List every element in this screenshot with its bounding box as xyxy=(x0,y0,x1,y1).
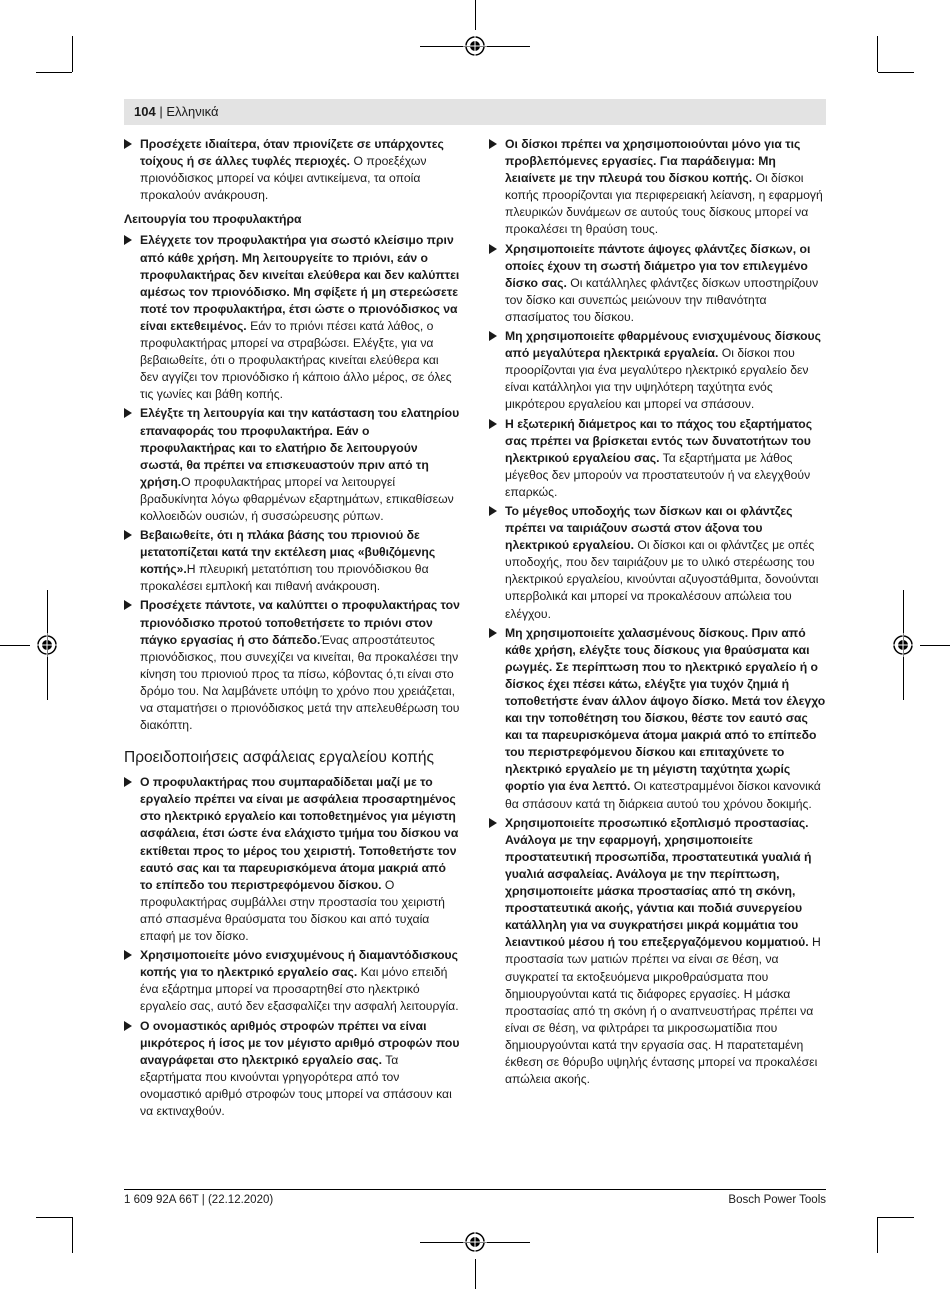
bullet-arrow-icon xyxy=(124,777,132,787)
header-bar xyxy=(124,99,826,125)
bullet-item-emphasis: Μη χρησιμοποιείτε χαλασμένους δίσκους. Πριν από κάθε χρήση, ελέγξτε τους δίσκους για θραύσματα και ρωγμές. Σε περίπτωση που το ηλεκτρικό εργαλείο ή ο δίσκος έχει πέσει κάτω, ελέγξτε για τυχόν ζημιά ή τοποθετήστε έναν άλλον άψογο δίσκο. Μετά τον έλεγχο και την τοποθέτηση του δίσκου, θέστε τον εαυτό σας και τα παρευρισκόμενα άτομα μακριά από το επίπεδο του περιστρεφόμενου δίσκου και επιταχύνετε το ηλεκτρικό εργαλείο με τη μέγιστη ταχύτητα χωρίς φορτίο για ένα λεπτό. xyxy=(505,625,826,794)
crop-mark xyxy=(72,36,73,72)
bullet-item-text: Εάν το πριόνι πέσει κατά λάθος, ο προφυλακτήρας μπορεί να στραβώσει. Ελέγξτε, για να βεβαιωθείτε, ότι ο προφυλακτήρας κινείται ελεύθερα και δεν αγγίζει τον πριονόδισκο ή κάποιο άλλο μέρος, σε όλες τις γωνίες και βάθη κοπής. xyxy=(140,318,452,402)
bullet-item xyxy=(124,597,460,734)
bullet-item xyxy=(124,527,460,595)
bullet-item xyxy=(124,232,460,403)
bullet-arrow-icon xyxy=(124,139,132,149)
header-separator: | xyxy=(155,104,167,119)
bullet-item xyxy=(124,947,460,1015)
bullet-item-emphasis: Χρησιμοποιείτε πάντοτε άψογες φλάντζες δίσκων, οι οποίες έχουν τη σωστή διάμετρο για τον επιλεγμένο δίσκο σας. xyxy=(505,241,811,290)
bullet-item xyxy=(489,815,826,1089)
bullet-arrow-icon xyxy=(489,818,497,828)
right-items xyxy=(489,136,826,1088)
bullet-arrow-icon xyxy=(124,600,132,610)
footer-brand: Bosch Power Tools xyxy=(728,1194,826,1206)
bullet-item-emphasis: Προσέχετε ιδιαίτερα, όταν πριονίζετε σε υπάρχοντες τοίχους ή σε άλλες τυφλές περιοχές. xyxy=(140,137,444,169)
footer-rule xyxy=(124,1189,826,1190)
crop-mark xyxy=(877,1217,878,1253)
registration-mark-icon xyxy=(463,1230,487,1254)
bullet-item xyxy=(124,136,460,204)
crop-mark xyxy=(72,1217,73,1253)
bullet-item xyxy=(124,405,460,525)
bullet-item-emphasis: Ο ονομαστικός αριθμός στροφών πρέπει να είναι μικρότερος ή ίσος με τον μέγιστο αριθμό στροφών που αναγράφεται στο ηλεκτρικό εργαλείο σας. xyxy=(140,1018,460,1067)
bullet-item-text: Ένας απροστάτευτος πριονόδισκος, που συνεχίζει να κινείται, θα προκαλέσει την κίνηση του πριονιού προς τα πίσω, κόβοντας ό,τι είναι στο δρόμο του. Να λαμβάνετε υπόψη το χρόνο που χρειάζεται, να σταματήσει ο πριονόδισκος μετά την απελευθέρωση του διακόπτη. xyxy=(140,632,460,733)
section-heading: Προειδοποιήσεις ασφάλειας εργαλείου κοπής xyxy=(124,749,434,767)
left-items-c xyxy=(124,774,460,1120)
bullet-item-emphasis: Η εξωτερική διάμετρος και το πάχος του εξαρτήματος σας πρέπει να βρίσκεται εντός των δυνατοτήτων του ηλεκτρικού εργαλείου σας. xyxy=(505,416,813,465)
registration-mark-icon xyxy=(891,633,915,657)
page-header xyxy=(134,104,218,120)
bullet-item-emphasis: Χρησιμοποιείτε μόνο ενισχυμένους ή διαμαντόδισκους κοπής για το ηλεκτρικό εργαλείο σας. xyxy=(140,948,458,980)
bullet-arrow-icon xyxy=(489,244,497,254)
crop-mark xyxy=(36,72,72,73)
bullet-item-text: Τα εξαρτήματα που κινούνται γρηγορότερα από τον ονομαστικό αριθμό στροφών τους μπορεί να σπάσουν και να εκτιναχθούν. xyxy=(140,1052,452,1118)
crop-mark xyxy=(920,645,950,646)
bullet-item xyxy=(489,241,826,326)
crop-mark xyxy=(878,72,914,73)
bullet-item-text: Οι κατεστραμμένοι δίσκοι κανονικά θα σπάσουν κατά τη διάρκεια αυτού του χρόνου δοκιμής. xyxy=(505,779,821,811)
bullet-item xyxy=(489,503,826,623)
bullet-item-emphasis: Μη χρησιμοποιείτε φθαρμένους ενισχυμένους δίσκους από μεγαλύτερα ηλεκτρικά εργαλεία. xyxy=(505,329,821,361)
bullet-item-emphasis: Βεβαιωθείτε, ότι η πλάκα βάσης του πριονιού δε μετατοπίζεται κατά την εκτέλεση μιας «βυθιζόμενης κοπής». xyxy=(140,528,436,577)
bullet-item-text: Ο προφυλακτήρας μπορεί να λειτουργεί βραδυκίνητα λόγω φθαρμένων εξαρτημάτων, επικαθίσεων κολλοειδών ουσιών, ή συσσώρευσης ρύπων. xyxy=(140,474,454,523)
bullet-item xyxy=(124,1018,460,1121)
bullet-item-emphasis: Οι δίσκοι πρέπει να χρησιμοποιούνται μόνο για τις προβλεπόμενες εργασίες. Για παράδειγμα: Μη λειαίνετε με την πλευρά του δίσκου κοπής. xyxy=(505,137,801,186)
bullet-item-emphasis: Προσέχετε πάντοτε, να καλύπτει ο προφυλακτήρας τον πριονόδισκο προτού τοποθετήσετε το πριόνι στον πάγκο εργασίας ή στο δάπεδο. xyxy=(140,598,460,647)
subheading-guard-function: Λειτουργία του προφυλακτήρα xyxy=(124,212,302,227)
bullet-item xyxy=(489,328,826,413)
bullet-arrow-icon xyxy=(489,628,497,638)
bullet-item-emphasis: Ελέγχετε τον προφυλακτήρα για σωστό κλείσιμο πριν από κάθε χρήση. Μη λειτουργείτε το πριόνι, εάν ο προφυλακτήρας δεν κινείται ελεύθερα και δεν καλύπτει αμέσως τον πριονόδισκο. Μη σφίξετε ή μη στερεώσετε ποτέ τον προφυλακτήρα, έτσι ώστε ο πριονόδισκος να είναι εκτεθειμένος. xyxy=(140,233,460,333)
crop-mark xyxy=(0,645,30,646)
footer-doc-id: 1 609 92A 66T | (22.12.2020) xyxy=(124,1194,274,1206)
bullet-item xyxy=(489,625,826,813)
bullet-item-text: Η πλευρική μετατόπιση του πριονόδισκου θα προκαλέσει εμπλοκή και πιθανή ανάκρουση. xyxy=(140,562,429,594)
bullet-arrow-icon xyxy=(489,139,497,149)
left-items-b xyxy=(124,232,460,734)
bullet-item-emphasis: Χρησιμοποιείτε προσωπικό εξοπλισμό προστασίας. Ανάλογα με την εφαρμογή, χρησιμοποιείτε προστατευτική προσωπίδα, προστατευτικά γυαλιά ή γυαλιά ασφαλείας. Ανάλογα με την περίπτωση, χρησιμοποιείτε μάσκα προστασίας από τη σκόνη, προστατευτικά ακοής, γάντια και ποδιά συνεργείου κατάλληλη για να συγκρατήσει μικρά κομμάτια του λειαντικού μέσου ή του επεξεργαζόμενου κομματιού. xyxy=(505,815,812,950)
bullet-item-text: Οι κατάλληλες φλάντζες δίσκων υποστηρίζουν τον δίσκο και συνεπώς μειώνουν την πιθανότητα σπασίματος του δίσκου. xyxy=(505,275,819,324)
crop-mark xyxy=(36,1217,72,1218)
header-language: Ελληνικά xyxy=(166,104,219,119)
crop-mark xyxy=(878,1217,914,1218)
bullet-item-emphasis: Ελέγξτε τη λειτουργία και την κατάσταση του ελατηρίου επαναφοράς του προφυλακτήρα. Εάν ο προφυλακτήρας και το ελατήριο δε λειτουργούν σωστά, θα πρέπει να επισκευαστούν πριν από τη χρήση. xyxy=(140,406,460,489)
bullet-arrow-icon xyxy=(489,506,497,516)
bullet-arrow-icon xyxy=(489,419,497,429)
bullet-item-text: Οι δίσκοι και οι φλάντζες με οπές υποδοχής, που δεν ταιριάζουν με το υλικό στερέωσης του ηλεκτρικού εργαλείου, κινούνται αζυγοστάθμιτα, δονούνται υπερβολικά και μπορεί να προκαλέσουν απώλεια του ελέγχου. xyxy=(505,538,819,621)
bullet-item-text: Ο προφυλακτήρας συμβάλλει στην προστασία του χειριστή από σπασμένα θραύσματα του δίσκου και από τυχαία επαφή με τον δίσκο. xyxy=(140,877,445,944)
bullet-item-text: Τα εξαρτήματα με λάθος μέγεθος δεν μπορούν να προστατευτούν ή να ελεγχθούν επαρκώς. xyxy=(505,450,811,499)
left-items-a xyxy=(124,136,460,204)
crop-mark xyxy=(877,36,878,72)
bullet-arrow-icon xyxy=(124,530,132,540)
right-column xyxy=(489,136,826,1090)
bullet-arrow-icon xyxy=(124,408,132,418)
bullet-arrow-icon xyxy=(124,950,132,960)
bullet-item xyxy=(489,416,826,501)
bullet-item xyxy=(124,774,460,945)
registration-mark-icon xyxy=(35,633,59,657)
bullet-item-emphasis: Ο προφυλακτήρας που συμπαραδίδεται μαζί με το εργαλείο πρέπει να είναι με ασφάλεια προσαρτημένος στο ηλεκτρικό εργαλείο και τοποθετημένος για μέγιστη ασφάλεια, έτσι ώστε ένα ελάχιστο τμήμα του δίσκου να εκτίθεται προς το μέρος του χειριστή. Τοποθετήστε τον εαυτό σας και τα παρευρισκόμενα άτομα μακριά από το επίπεδο του περιστρεφόμενου δίσκου. xyxy=(140,775,459,892)
bullet-item-text: Η προστασία των ματιών πρέπει να είναι σε θέση, να συγκρατεί τα εκτοξευόμενα μικροθραύσματα που δημιουργούνται κατά τις διάφορες εργασίες. Η μάσκα προστασίας από τη σκόνη ή ο αναπνευστήρας πρέπει να είναι σε θέση, να φιλτράρει τα μικροσωματίδια που δημιουργούνται κατά την εργασία σας. Η παρατεταμένη έκθεση σε θόρυβο υψηλής έντασης μπορεί να προκαλέσει απώλεια ακοής. xyxy=(505,935,821,1087)
bullet-item-text: Οι δίσκοι κοπής προορίζονται για περιφερειακή λείανση, η εφαρμογή πλευρικών δυνάμεων σε αυτούς τους δίσκους μπορεί να προκαλέσει τη θραύση τους. xyxy=(505,171,823,237)
bullet-item xyxy=(489,136,826,239)
bullet-item-text: Και μόνο επειδή ένα εξάρτημα μπορεί να προσαρτηθεί στο ηλεκτρικό εργαλείο σας, αυτό δεν εξασφαλίζει την ασφαλή λειτουργία. xyxy=(140,965,459,1014)
crop-mark xyxy=(475,1259,476,1289)
bullet-arrow-icon xyxy=(489,331,497,341)
left-column xyxy=(124,136,460,1122)
registration-mark-icon xyxy=(463,34,487,58)
crop-mark xyxy=(475,0,476,30)
bullet-arrow-icon xyxy=(124,1021,132,1031)
bullet-item-text: Οι δίσκοι που προορίζονται για ένα μεγαλύτερο ηλεκτρικό εργαλείο δεν είναι κατάλληλοι για την υψηλότερη ταχύτητα ενός μικρότερου εργαλείου και μπορεί να σπάσουν. xyxy=(505,346,809,412)
page-number: 104 xyxy=(134,104,156,119)
bullet-item-text: Ο προεξέχων πριονόδισκος μπορεί να κόψει αντικείμενα, τα οποία προκαλούν ανάκρουση. xyxy=(140,154,427,203)
bullet-arrow-icon xyxy=(124,235,132,245)
bullet-item-emphasis: Το μέγεθος υποδοχής των δίσκων και οι φλάντζες πρέπει να ταιριάζουν σωστά στον άξονα του ηλεκτρικού εργαλείου. xyxy=(505,503,793,553)
